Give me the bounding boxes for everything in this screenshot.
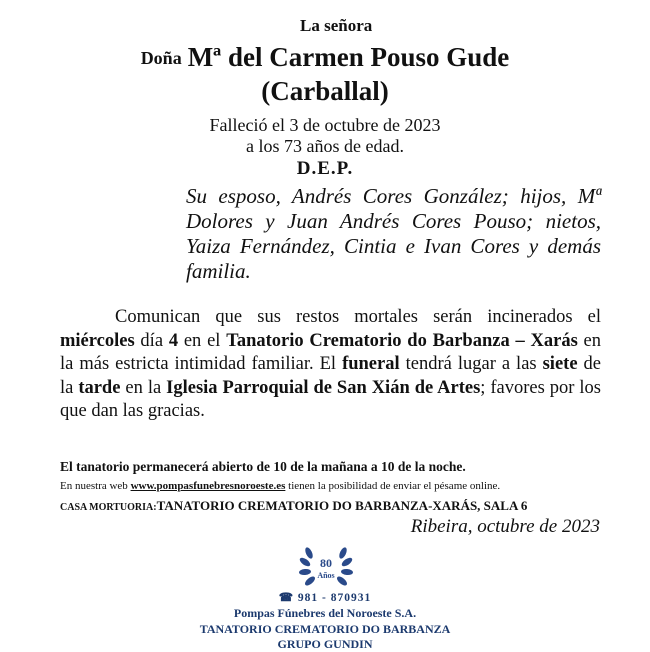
web-note <box>60 480 500 492</box>
web-note-post: tienen la posibilidad de enviar el pésame online. <box>285 480 501 492</box>
logo-number: 80 <box>320 556 332 570</box>
honorific: Doña <box>140 48 182 68</box>
deceased-name-line <box>0 42 650 73</box>
company-name: Pompas Fúnebres del Noroeste S.A. <box>233 606 417 620</box>
tanatorio-name: TANATORIO CREMATORIO DO BARBANZA <box>199 622 451 636</box>
casa-mortuoria <box>60 498 527 514</box>
opening-hours: El tanatorio permanecerá abierto de 10 de la mañana a 10 de la noche. <box>60 459 466 474</box>
announcement-text: Comunican que sus restos mortales serán incinerados el <box>115 307 601 327</box>
deceased-name: Mª del Carmen Pouso Gude <box>187 42 510 72</box>
dep-text: D.E.P. <box>296 158 354 179</box>
casa-value: TANATORIO CREMATORIO DO BARBANZA-XARÁS, SALA 6 <box>156 498 528 513</box>
phone-line <box>0 590 650 604</box>
place-date: Ribeira, octubre de 2023 <box>410 516 600 537</box>
announcement-text: en la más estricta intimidad familiar. El <box>60 330 602 374</box>
announcement-paragraph <box>60 306 601 424</box>
age-text: a los 73 años de edad. <box>246 136 404 156</box>
announcement-text: de la <box>60 354 602 398</box>
group-name: GRUPO GUNDIN <box>277 637 373 651</box>
announcement-funeral: funeral <box>342 354 400 374</box>
casa-label: CASA MORTUORIA: <box>60 502 157 513</box>
announcement-place: Tanatorio Crematorio do Barbanza – Xarás <box>226 330 578 351</box>
announcement-date: 4 <box>168 330 179 351</box>
phone-number: 981 - 870931 <box>297 592 372 604</box>
announcement-text: día <box>134 330 169 351</box>
anniversary-laurel-logo <box>297 543 355 591</box>
announcement-text: en el <box>178 330 227 351</box>
announcement-day: miércoles <box>60 330 135 351</box>
announcement-text: en la <box>120 377 167 398</box>
web-note-pre: En nuestra web <box>60 480 131 492</box>
announcement-text: tendrá lugar a las <box>399 354 543 374</box>
intro-label: La señora <box>300 16 373 35</box>
family-text: Su esposo, Andrés Cores González; hijos, Mª Dolores y Juan Andrés Cores Pouso; nietos, Yaiza Fernández, Cintia e Ivan Cores y demás familia. <box>186 184 601 283</box>
death-date: Falleció el 3 de octubre de 2023 <box>209 115 441 135</box>
announcement-church: Iglesia Parroquial de San Xián de Artes <box>166 377 481 398</box>
deceased-alias: (Carballal) <box>261 76 389 106</box>
web-link[interactable]: www.pompasfunebresnoroeste.es <box>130 480 286 492</box>
announcement-hour: siete <box>542 354 578 374</box>
logo-word: Años <box>317 571 335 580</box>
announcement-tarde: tarde <box>78 377 121 398</box>
phone-icon: ☎ <box>278 592 295 604</box>
announcement-text: ; favores por los que dan las gracias. <box>60 377 601 421</box>
